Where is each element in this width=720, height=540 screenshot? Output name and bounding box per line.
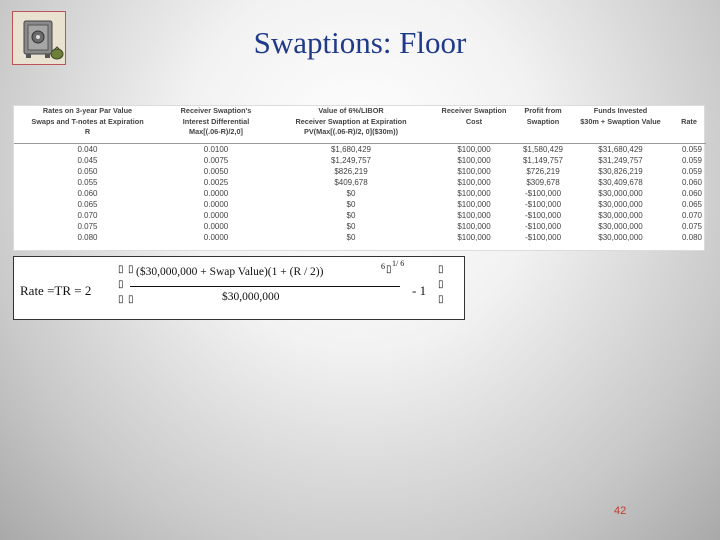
table-cell: 0.0000	[203, 233, 229, 242]
table-cell: 0.080	[77, 233, 98, 242]
table-cell: 0.050	[77, 167, 98, 176]
table-cell: 0.0000	[203, 222, 229, 231]
table-header-row	[14, 106, 706, 144]
table-row	[14, 210, 706, 221]
table-cell: $100,000	[457, 189, 491, 198]
column-header-line	[570, 127, 671, 138]
formula-numerator: ($30,000,000 + Swap Value)(1 + (R / 2))	[136, 266, 324, 278]
table-cell: $30,000,000	[598, 222, 643, 231]
table-cell: 0.065	[681, 200, 702, 209]
table-cell: $100,000	[457, 222, 491, 231]
table-cell: 0.0075	[203, 156, 229, 165]
table-cell: 0.0000	[203, 189, 229, 198]
formula-box-3: ▯	[118, 279, 124, 290]
table-row	[14, 221, 706, 232]
column-header-line: Swaps and T-notes at Expiration	[31, 116, 144, 126]
table-cell: -$100,000	[524, 200, 562, 209]
table-cell: $100,000	[457, 156, 491, 165]
table-cell: 0.040	[77, 145, 98, 154]
column-header-line: $30m + Swaption Value	[580, 116, 661, 126]
column-header-line	[673, 106, 705, 117]
table-row	[14, 177, 706, 188]
column-header-1	[161, 106, 271, 144]
table-cell: 0.060	[681, 178, 702, 187]
table-cell: $726,219	[526, 167, 560, 176]
column-header-line: Receiver Swaption	[441, 106, 507, 115]
table-cell: $0	[346, 189, 356, 198]
table-cell: 0.065	[77, 200, 98, 209]
table-cell: 0.075	[77, 222, 98, 231]
table-cell: $0	[346, 200, 356, 209]
table-row	[14, 155, 706, 166]
table-cell: 0.060	[77, 189, 98, 198]
table-cell: $1,580,429	[522, 145, 564, 154]
page-number: 42	[614, 505, 627, 517]
column-header-line: Value of 6%/LIBOR	[318, 106, 384, 115]
table-cell: $100,000	[457, 200, 491, 209]
table-cell: $30,000,000	[598, 211, 643, 220]
table-cell: $30,826,219	[598, 167, 643, 176]
column-header-0	[14, 106, 161, 144]
table-cell: 0.059	[681, 145, 702, 154]
column-header-line: Receiver Swaption at Expiration	[295, 116, 407, 126]
column-header-line	[673, 127, 705, 138]
table-cell: 0.075	[681, 222, 702, 231]
table-cell: 0.0025	[203, 178, 229, 187]
table-cell: 0.059	[681, 167, 702, 176]
formula-box-2: ▯	[128, 264, 134, 275]
column-header-line: Cost	[465, 116, 483, 126]
table-cell: -$100,000	[524, 222, 562, 231]
column-header-line: Swaption	[526, 116, 560, 126]
table-cell: $1,249,757	[330, 156, 372, 165]
table-row	[14, 232, 706, 243]
formula-box-7: ▯	[438, 264, 444, 275]
formula-box-1: ▯	[118, 264, 124, 275]
formula-outer-exponent: 1/ 6	[392, 259, 405, 268]
formula-lhs: Rate =TR = 2	[20, 283, 92, 298]
table-cell: 0.070	[681, 211, 702, 220]
table-row	[14, 188, 706, 199]
table-cell: $31,249,757	[598, 156, 643, 165]
table-row	[14, 199, 706, 210]
table-cell: $0	[346, 222, 356, 231]
column-header-3	[431, 106, 517, 144]
table-cell: 0.080	[681, 233, 702, 242]
table-cell: $31,680,429	[598, 145, 643, 154]
table-cell: 0.060	[681, 189, 702, 198]
formula-box-4: ▯	[118, 294, 124, 305]
table-cell: 0.070	[77, 211, 98, 220]
table-cell: 0.0000	[203, 211, 229, 220]
column-header-6	[672, 106, 706, 144]
table-cell: $30,000,000	[598, 189, 643, 198]
table-cell: 0.0050	[203, 167, 229, 176]
table-cell: 0.0100	[203, 145, 229, 154]
table-cell: $100,000	[457, 233, 491, 242]
table-cell: -$100,000	[524, 233, 562, 242]
column-header-line: R	[84, 127, 91, 136]
swaption-table	[13, 105, 705, 251]
table-cell: -$100,000	[524, 211, 562, 220]
table-cell: $30,409,678	[598, 178, 643, 187]
column-header-line	[432, 127, 516, 138]
table-cell: $100,000	[457, 167, 491, 176]
column-header-line: Rates on 3-year Par Value	[42, 106, 133, 115]
column-header-line	[518, 127, 568, 138]
column-header-line: Profit from	[524, 106, 562, 115]
formula-box-9: ▯	[438, 294, 444, 305]
table-row	[14, 144, 706, 156]
column-header-line: Interest Differential	[182, 116, 250, 126]
table-body	[14, 144, 706, 244]
column-header-line: Max[(.06-R)/2,0]	[189, 127, 243, 136]
table-cell: 0.0000	[203, 200, 229, 209]
table-cell: $0	[346, 233, 356, 242]
column-header-line: Receiver Swaption's	[180, 106, 252, 115]
formula-tail: - 1	[412, 283, 427, 298]
formula-fraction-line	[130, 286, 400, 287]
table-cell: $826,219	[334, 167, 368, 176]
table-cell: $30,000,000	[598, 200, 643, 209]
column-header-4	[517, 106, 569, 144]
slide-title: Swaptions: Floor	[253, 25, 467, 60]
column-header-5	[569, 106, 672, 144]
formula-box-5: ▯	[128, 294, 134, 305]
table-cell: $100,000	[457, 178, 491, 187]
table-cell: -$100,000	[524, 189, 562, 198]
table-cell: $100,000	[457, 145, 491, 154]
column-header-line: Funds Invested	[593, 106, 648, 115]
formula-box-8: ▯	[438, 279, 444, 290]
table-cell: $100,000	[457, 211, 491, 220]
table-cell: 0.055	[77, 178, 98, 187]
formula-denominator: $30,000,000	[222, 291, 280, 303]
column-header-line: PV(Max[(.06-R)/2, 0]($30m))	[303, 127, 399, 136]
table-cell: $1,680,429	[330, 145, 372, 154]
column-header-line: Rate	[681, 116, 697, 126]
table-cell: $409,678	[334, 178, 368, 187]
table-cell: 0.045	[77, 156, 98, 165]
table-cell: $0	[346, 211, 356, 220]
formula-box-6: ▯	[386, 264, 392, 275]
table-cell: 0.059	[681, 156, 702, 165]
column-header-2	[271, 106, 431, 144]
formula-numerator-exponent: 6	[381, 262, 385, 271]
table-cell: $1,149,757	[522, 156, 564, 165]
table-row	[14, 166, 706, 177]
table-cell: $30,000,000	[598, 233, 643, 242]
table-cell: $309,678	[526, 178, 560, 187]
